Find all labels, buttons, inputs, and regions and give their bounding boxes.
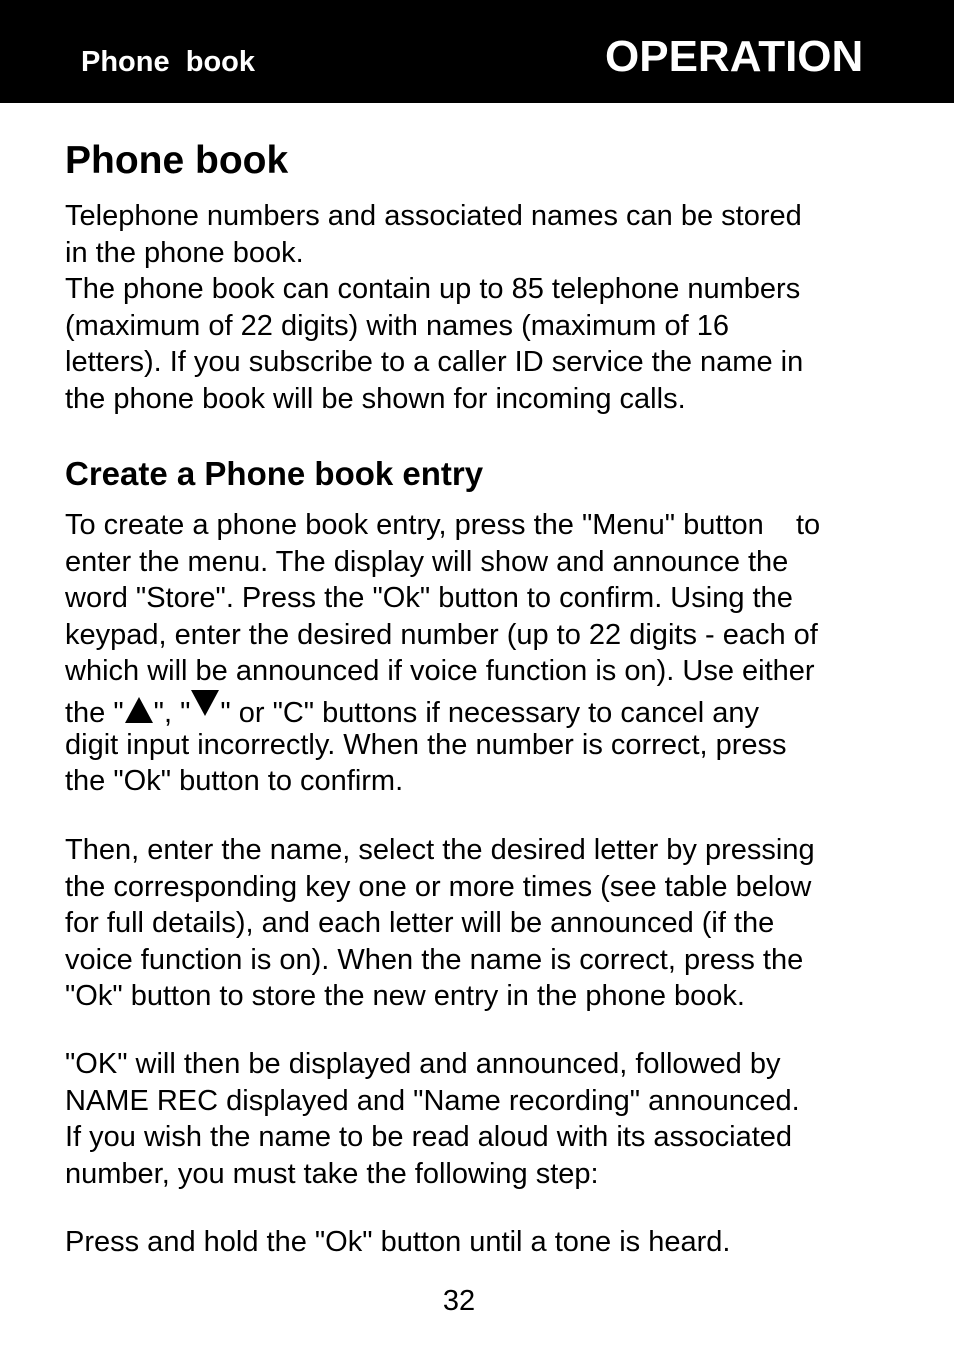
text-line: for full details), and each letter will be announced (if the xyxy=(65,907,775,940)
section-heading: Create a Phone book entry xyxy=(65,455,484,492)
final-instruction xyxy=(65,1224,730,1261)
text-line: letters). If you subscribe to a caller ID service the name in xyxy=(65,346,804,379)
chapter-title: OPERATION xyxy=(605,32,864,81)
text-line: number, you must take the following step: xyxy=(65,1157,599,1190)
text-line: "Ok" button to store the new entry in the phone book. xyxy=(65,980,745,1013)
text-line: The phone book can contain up to 85 telephone numbers xyxy=(65,273,801,306)
page-number: 32 xyxy=(442,1285,476,1317)
text-line: which will be announced if voice function is on). Use either xyxy=(65,655,815,688)
enter-name-paragraph xyxy=(65,832,815,1015)
text-line: the phone book will be shown for incoming calls. xyxy=(65,382,686,415)
ok-paragraph xyxy=(65,1046,800,1192)
text-line: If you wish the name to be read aloud with its associated xyxy=(65,1121,793,1154)
text-line: "OK" will then be displayed and announced, followed by xyxy=(65,1048,781,1080)
text-line: (maximum of 22 digits) with names (maximum of 16 xyxy=(65,309,729,342)
text-line: keypad, enter the desired number (up to 22 digits - each of xyxy=(65,618,818,651)
text-line: the corresponding key one or more times (see table below xyxy=(65,870,812,903)
page-title: Phone book xyxy=(65,139,289,182)
text-line: Then, enter the name, select the desired letter by pressing xyxy=(65,834,815,866)
text-line: word "Store". Press the "Ok" button to confirm. Using the xyxy=(65,582,793,615)
text-line: voice function is on). When the name is correct, press the xyxy=(65,943,804,976)
text-line-with-arrows xyxy=(65,690,820,727)
text-line: in the phone book. xyxy=(65,236,304,269)
text-fragment: the " xyxy=(65,696,124,729)
text-line: enter the menu. The display will show and announce the xyxy=(65,545,789,578)
text-line: digit input incorrectly. When the number is correct, press xyxy=(65,728,787,761)
text-line: Telephone numbers and associated names can be stored xyxy=(65,200,802,232)
text-line: NAME REC displayed and "Name recording" announced. xyxy=(65,1084,800,1117)
section-label: Phone book xyxy=(81,46,255,78)
intro-paragraph xyxy=(65,198,803,418)
up-triangle-icon xyxy=(125,697,153,723)
page-header xyxy=(0,0,954,103)
text-line: To create a phone book entry, press the "Menu" button to xyxy=(65,509,821,541)
text-line: the "Ok" button to confirm. xyxy=(65,765,404,798)
create-entry-paragraph xyxy=(65,507,820,800)
text-fragment: " or "C" buttons if necessary to cancel any xyxy=(220,696,760,729)
text-line: Press and hold the "Ok" button until a tone is heard. xyxy=(65,1226,731,1258)
down-triangle-icon xyxy=(191,690,219,716)
text-fragment: ", " xyxy=(153,696,191,729)
